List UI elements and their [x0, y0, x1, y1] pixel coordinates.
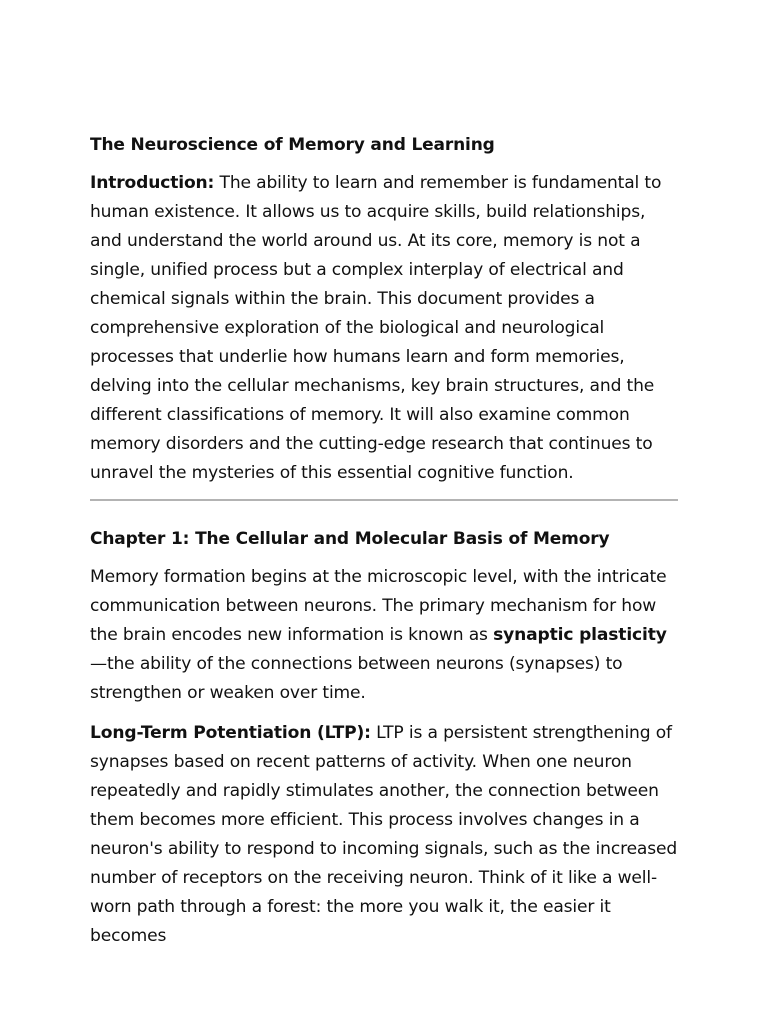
synaptic-plasticity-term: synaptic plasticity: [493, 625, 667, 645]
section-divider: [90, 499, 678, 501]
para1-text-after: —the ability of the connections between neurons (synapses) to strengthen or weaken over time.: [90, 654, 623, 703]
intro-lead: Introduction:: [90, 173, 215, 193]
ltp-lead: Long-Term Potentiation (LTP):: [90, 723, 371, 743]
intro-text: The ability to learn and remember is fundamental to human existence. It allows us to acquire skills, build relationships, and understand the world around us. At its core, memory is not a single, unified process but a complex interplay of electrical and chemical signals within the brain. This document provides a comprehensive exploration of the biological and neurological processes that underlie how humans learn and form memories, delving into the cellular mechanisms, key brain structures, and the different classifications of memory. It will also examine common memory disorders and the cutting-edge research that continues to unravel the mysteries of this essential cognitive function.: [90, 173, 662, 483]
chapter-1-paragraph-1: [90, 563, 680, 708]
para1-text-before: Memory formation begins at the microscopic level, with the intricate communication between neurons. The primary mechanism for how the brain encodes new information is known as: [90, 567, 667, 645]
intro-paragraph: [90, 169, 680, 488]
document-title: The Neuroscience of Memory and Learning: [90, 135, 495, 155]
chapter-1-paragraph-2: [90, 719, 680, 951]
chapter-1-heading: Chapter 1: The Cellular and Molecular Basis of Memory: [90, 529, 610, 549]
ltp-text: LTP is a persistent strengthening of synapses based on recent patterns of activity. When one neuron repeatedly and rapidly stimulates another, the connection between them becomes more efficient. This process involves changes in a neuron's ability to respond to incoming signals, such as the increased number of receptors on the receiving neuron. Think of it like a well-worn path through a forest: the more you walk it, the easier it becomes: [90, 723, 678, 946]
document-page: [90, 128, 680, 962]
